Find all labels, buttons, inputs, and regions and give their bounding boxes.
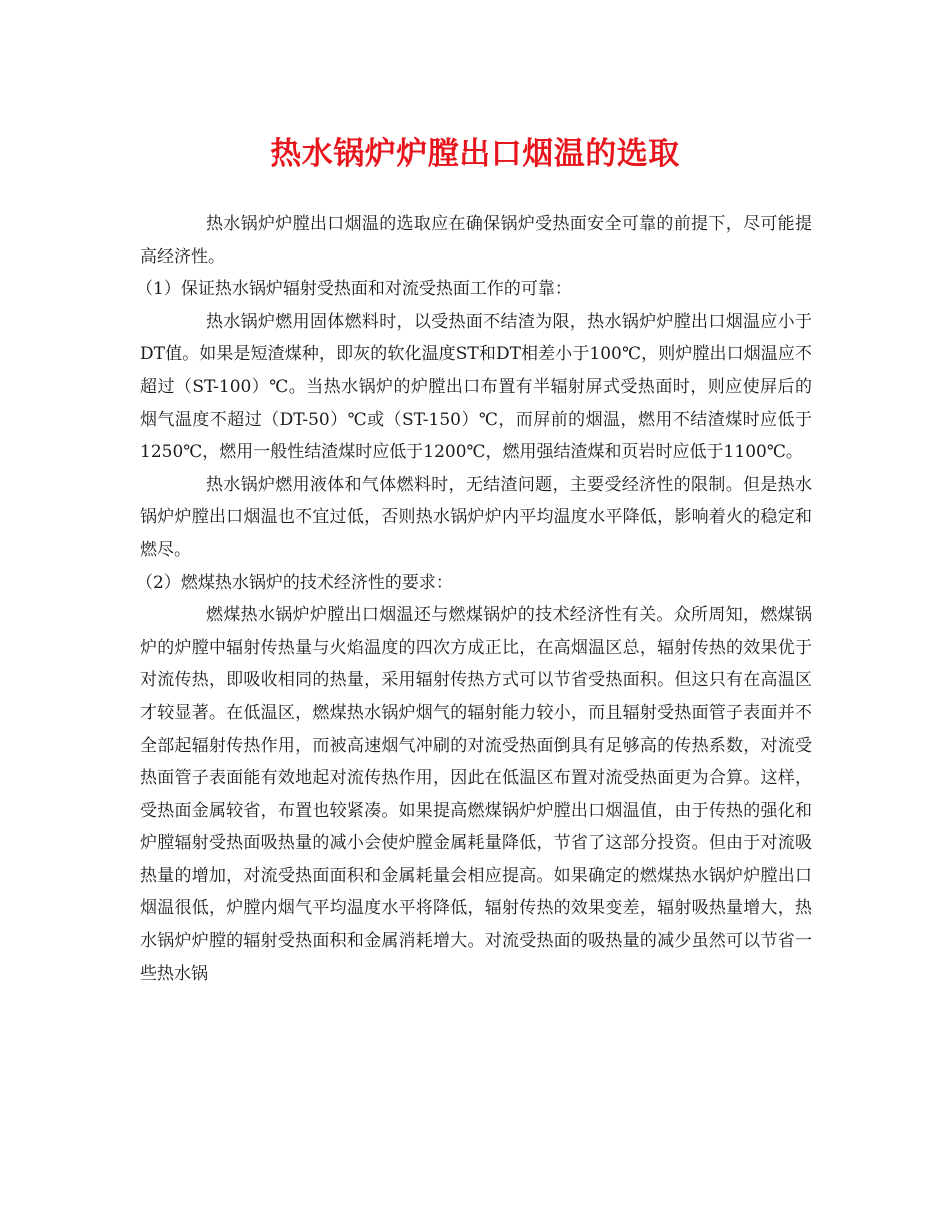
paragraph-economics: 燃煤热水锅炉炉膛出口烟温还与燃煤锅炉的技术经济性有关。众所周知，燃煤锅炉的炉膛中辐射传热量与火焰温度的四次方成正比，在高烟温区总，辐射传热的效果优于对流传热，即吸收相同的热量，采用辐射传热方式可以节省受热面积。但这只有在高温区才较显著。在低温区，燃煤热水锅炉烟气的辐射能力较小，而且辐射受热面管子表面并不全部起辐射传热作用，而被高速烟气冲刷的对流受热面倒具有足够高的传热系数，对流受热面管子表面能有效地起对流传热作用，因此在低温区布置对流受热面更为合算。这样，受热面金属较省，布置也较紧凑。如果提高燃煤锅炉炉膛出口烟温值，由于传热的强化和炉膛辐射受热面吸热量的减小会使炉膛金属耗量降低，节省了这部分投资。但由于对流吸热量的增加，对流受热面面积和金属耗量会相应提高。如果确定的燃煤热水锅炉炉膛出口烟温很低，炉膛内烟气平均温度水平将降低，辐射传热的效果变差，辐射吸热量增大，热水锅炉炉膛的辐射受热面积和金属消耗增大。对流受热面的吸热量的减少虽然可以节省一些热水锅 [140,605,812,984]
document-title: 热水锅炉炉膛出口烟温的选取 [270,136,680,172]
paragraph-intro: 热水锅炉炉膛出口烟温的选取应在确保锅炉受热面安全可靠的前提下，尽可能提高经济性。 [140,214,812,267]
paragraph-liquid-gas-fuel: 热水锅炉燃用液体和气体燃料时，无结渣问题，主要受经济性的限制。但是热水锅炉炉膛出口烟温也不宜过低，否则热水锅炉炉内平均温度水平降低，影响着火的稳定和燃尽。 [140,474,812,560]
section-heading-2: （2）燃煤热水锅炉的技术经济性的要求： [136,572,453,593]
section-heading-1: （1）保证热水锅炉辐射受热面和对流受热面工作的可靠： [136,279,572,300]
paragraph-solid-fuel: 热水锅炉燃用固体燃料时，以受热面不结渣为限，热水锅炉炉膛出口烟温应小于DT值。如果是短渣煤种，即灰的软化温度ST和DT相差小于100℃，则炉膛出口烟温应不超过（ST-100）℃。当热水锅炉的炉膛出口布置有半辐射屏式受热面时，则应使屏后的烟气温度不超过（DT-50）℃或（ST-150）℃，而屏前的烟温，燃用不结渣煤时应低于1250℃，燃用一般性结渣煤时应低于1200℃，燃用强结渣煤和页岩时应低于1100℃。 [140,311,812,463]
document-body [136,208,812,990]
